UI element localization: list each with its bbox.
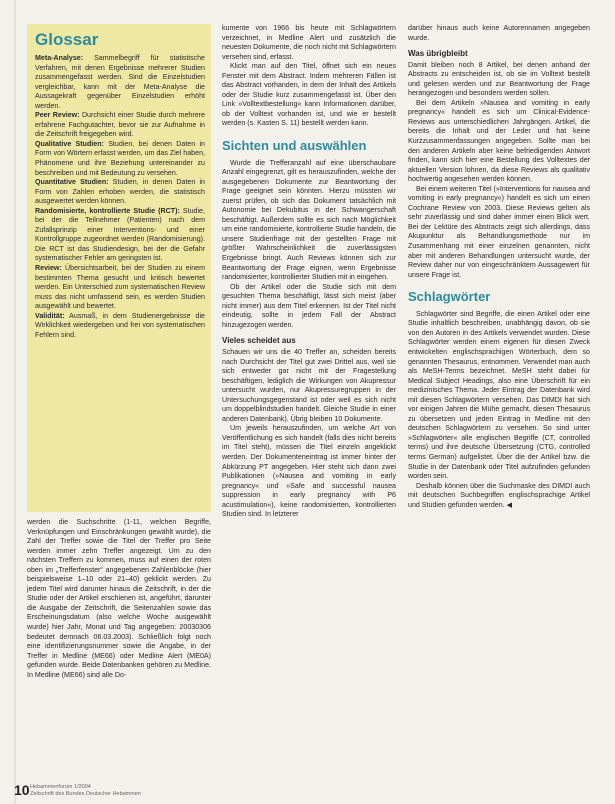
middle-column [222,24,396,776]
magazine-line: Zeitschrift des Bundes Deutscher Hebammen [30,791,141,797]
section-heading: Sichten und auswählen [222,138,367,154]
body-paragraph: kumente von 1966 bis heute mit Schlagwörtern verzeichnet, in Medline Alert und zusätzlich die neuesten Dokumente, die noch nicht mit Schlagwörtern versehen sind, erfasst. [222,24,396,61]
glossary-definition: Studie, bei der die Teilnehmer (Patienten) nach dem Zufallsprinzip einer Interventions- und einer Kontrollgruppe zugeordnet werden (Randomisierung). Die RCT ist das Studiendesign, bei der die Gefahr systematischer Fehler am geringsten ist. [35,206,205,263]
glossary-box [27,24,211,512]
body-paragraph: darüber hinaus auch keine Autorennamen angegeben wurde. [408,24,590,42]
glossary-term: Meta-Analyse: [35,54,84,62]
body-paragraph: Bei dem Artikeln »Nausea and vomiting in early pregnancy« handelt es sich um Clinical-Evidence-Reviews aus unterschiedlichen Jahrgängen. Artikel, die bereits die Inhalt und der Leder und hat keine Kurzzusammenfassungen angegeben. Sollte man bei den anderen Artikeln aber keine befriedigenden Antwort finden, kann sich hier eine Bestellung des Volltextes der aktuellen Version lohnen, da diese Reviews als qualitativ hochwertig angesehen werden können. [408,98,590,184]
page-number: 10 [14,782,30,798]
glossary-entry [35,207,205,264]
body-paragraph: Schauen wir uns die 40 Treffer an, scheiden bereits nach Durchsicht der Titel gut zwei Drittel aus, weil sie sich entweder gar nicht mit der Fragestellung beschäftigen, lediglich die Wirkungen von Akupressur untersucht wurden, nur Akupressuregruppen in der Untersuchungsgegenstand ist oder weil es sich nicht um doppelblindstudien handelt. Gleiche Studie in einer anderen Datenbank). Übrig bleiben 10 Dokumente. [222,347,396,423]
page-edge [14,0,16,804]
glossary-title: Glossar [35,30,99,49]
left-column [27,518,211,780]
glossary-term: Validität: [35,311,65,320]
body-paragraph: Klickt man auf den Titel, öffnet sich ein neues Fenster mit dem Abstract. Indem mehreren Fällen ist das Abstract vorhanden, in dem der Inhalt des Artikels oder der Studie kurz zusammengefasst ist. Über den Link »Volltextbestellung« kann Informationen darüber, ob der Volltext vorhanden ist, und wie er bestellt werden (s. Kasten S. 11) bestellt werden kann. [222,62,396,128]
end-mark-icon: ◀ [506,501,513,509]
body-text: Deshalb können über die Suchmaske des DIMDI auch mit deutschen Suchbegriffen englischsprachige Artikel und Studien gefunden werden. [408,481,590,509]
body-paragraph: Wurde die Trefferanzahl auf eine überschaubare Anzahl eingegrenzt, gilt es herauszufinden, welche der ausgegebenen Dokumente zur Beantwortung der Frage geeignet sein könnten. Hierzu müssten wir zuerst prüfen, ob sich das Dokument tatsächlich mit Autonomie bei Dekubitus in der Schwangerschaft beschäftigt. Außerdem sollte es sich nach Möglichkeit um eine randomisierte, kontrollierte Studie handeln, die unsere Studienfrage mit der gestellten Frage mit größter Wahrscheinlichkeit die zuverlässigsten Ergebnisse bringt. Auch Reviews können sich zur Beantwortung der Frage eignen, wenn Ergebnisse randomisierter, kontrollierter Studien mit in eingehen. [222,158,396,282]
glossary-entry [35,312,205,341]
glossary-entry [35,54,205,111]
body-paragraph: Ob der Artikel oder die Studie sich mit dem gesuchten Thema beschäftigt, lässt sich meist (aber nicht immer) aus dem Titel erkennen. Ist der Titel nicht eindeutig, sollte in jedem Fall der Abstract hinzugezogen werden. [222,282,396,329]
body-paragraph: Um jeweils herauszufinden, um welche Art von Veröffentlichung es sich handelt (falls dies nicht bereits im Titel steht), müssen die Titel einzeln angeklickt werden. Der Dokumenteneintrag ist immer hinter der Abkürzung PT angegeben. Hier steht sich dann zwei Publikationen (»Nausea and vomiting in early pregnancy« und »Safe and successful nausea suppression in early pregnancy with P6 acustimulation«), keine randomisierten, kontrollierten Studien sind. In letzterer [222,424,396,519]
body-paragraph [408,482,590,511]
glossary-definition: Übersichtsarbeit, bei der Studien zu einem bestimmten Thema gesucht und kritisch bewertet werden. Ein Unterschied zum systematischen Review muss das nicht umfassend sein, es werden Studien ausgewählt und bewertet. [35,264,205,311]
body-paragraph: werden die Suchschritte (1-11, welchen Begriffe, Verknüpfungen und Einschränkungen gewählt wurde), die Zahl der Treffer sowie die Titel der Treffer pro Seite werden immer zehn Treffer angezeigt. Um zu den nächsten Treffern zu kommen, muss auf einen der roten oben im „Trefferfenster“ angegebenen Zahlenblöcke (hier beispielsweise 1–10 oder 21–40) geklickt werden. Zu jedem Titel wird darunter hinaus die Zeitschrift, in der die Studie oder der Artikel erschienen ist, angeführt, darunter die Ausgabe der Zeitschrift, die Seitenzahlen sowie das Erscheinungsdatum (also welche Woche ausgewählt wurde) hier Jahr, Monat und Tag angegeben: 20030306 bedeutet demnach 06.03.2003). Schließlich folgt noch eine identifizierungsnummer sowie die Angabe, in der Treffer in Medline (ME66) oder Medline Alert (ME0A) gefunden wurde. Beide Datenbanken gehören zu Medline. In Medline (ME66) sind alle Do- [27,518,211,679]
glossary-definition: Studien, bei denen Daten in Form von Wörtern erfasst werden, um das Ziel haben, Phänomene und ihre Beziehung untereinander zu beschreiben und mit Bedeutung zu versehen. [35,139,205,177]
glossary-definition: Studien, in denen Daten in Form von Zahlen erhoben werden, die statistisch ausgewertet werden können. [35,178,205,206]
body-paragraph: Schlagwörter sind Begriffe, die einen Artikel oder eine Studie inhaltlich beschreiben, unabhängig davon, ob sie von den Autoren in des Artikels verwendet wurden. Diese Schlagwörter werden einem eigenen für diesen Zweck entwickelten englischsprachigen Wörterbuch, dem so genannten Thesaurus, entnommen. Verwendet man auch als MeSH-Terms bezeichnet. MeSH steht dabei für Medical Subject Headings, also eine Überschrift für ein medizinisches Thema. Jeder Eintrag der Datenbank wird mit diesen Schlagwörtern versehen. Das DIMDI hat sich vor einigen Jahren die Mühe gemacht, diesen Thesaurus zu übersetzen und jeden Eintrag in Medline mit den deutschen Schlagwörtern zu versehen. So sind unter »Schlagwörter« alle englischen Begriffe (CT, controlled terms) und ihre deutsche Übersetzung (CTG, controlled terms German) aufgelistet. Über die der Artikel bzw. die Studie in der Datenbank oder Titel aufzufinden gefunden worden sein. [408,309,590,481]
glossary-entry [35,111,205,140]
right-column [408,24,590,776]
glossary-definition: Ausmaß, in dem Studienergebnisse die Wirklichkeit wiedergeben und frei von systematischen Fehlern sind. [35,311,205,339]
glossary-term: Qualitative Studien: [35,139,104,148]
glossary-term: Quantitative Studien: [35,178,109,187]
glossary-entry [35,264,205,312]
subheading: Vieles scheidet aus [222,336,296,346]
glossary-definition: Durchsicht einer Studie durch mehrere erfahrene Fachgutachter, bevor sie zur Aufnahme in die Zeitschrift freigegeben wird. [35,111,205,139]
magazine-line: Hebammenforum 1/2004 [30,784,91,790]
glossary-definition: Sammelbegriff für statistische Verfahren, mit denen Ergebnisse mehrerer Studien zusammengefasst werden. Sind die Einzelstudien vergleichbar, kann mit der Meta-Analyse die Aussagekraft gegenüber Einzelstudien erhöht werden. [35,54,205,110]
glossary-term: Randomisierte, kontrollierte Studie (RCT): [35,206,180,215]
glossary-term: Peer Review: [35,111,80,120]
subheading: Was übrigbleibt [408,49,468,59]
body-paragraph: Bei einem weiteren Titel (»Interventions for nausea and vomiting in early pregnancy«) handelt es sich um einen Cochrane Review von 2003. Diese Reviews gelten als sehr zuverlässig und sind daher immer einen Blick wert. Bei der Lektüre des Abstracts zeigt sich allerdings, dass Akupunktur als Behandlungsmethode nur im Zusammenhang mit einer einzelnen genannten, nicht aber mit anderen Behandlungen untersucht wurde, der Review daher nur von eingeschränktem Aussagewert für unsere Frage ist. [408,184,590,279]
page-footer [14,782,214,800]
section-heading: Schlagwörter [408,289,491,305]
glossary-entry [35,140,205,178]
body-paragraph: Damit bleiben noch 8 Artikel, bei denen anhand der Abstracts zu entscheiden ist, ob sie im Volltext bestellt und gelesen werden und zur Beantwortung der Frage herangezogen und besonders werden sollen. [408,60,590,98]
glossary-entry [35,178,205,207]
glossary-term: Review: [35,264,62,273]
